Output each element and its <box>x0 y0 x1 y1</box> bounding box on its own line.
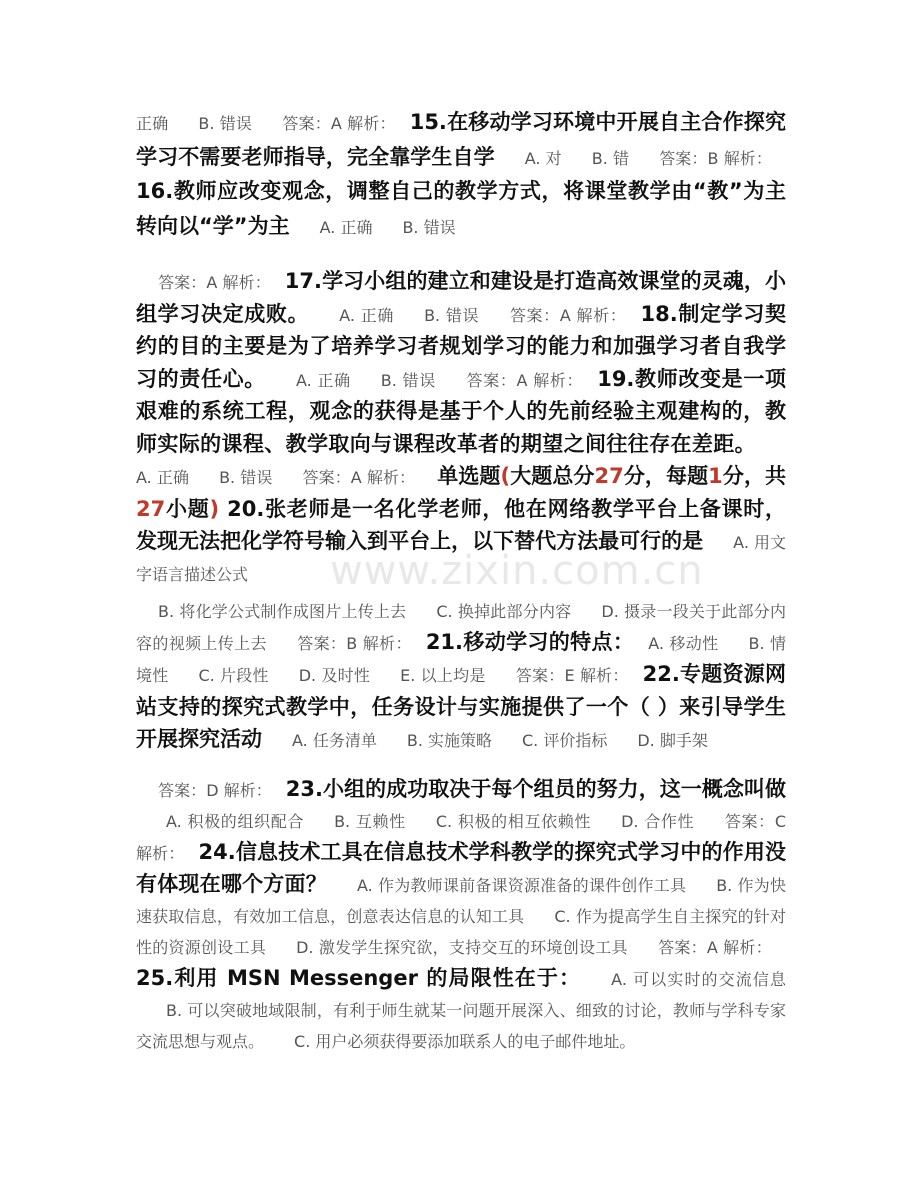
option-text: A. 对 <box>524 148 562 168</box>
option-text: A. 可以实时的交流信息 <box>611 970 786 990</box>
option-text: A. 正确 <box>339 305 395 325</box>
answer-label: 答案： <box>509 305 560 325</box>
option-text: B. 错 <box>591 148 630 168</box>
answer-value: A <box>350 468 362 487</box>
answer-label: 答案： <box>659 148 708 168</box>
section-question-count: 27 <box>136 496 166 521</box>
question-25: 25.利用 MSN Messenger 的局限性在于： <box>136 966 582 991</box>
option-text: D. 摄录一段关于此部分内容的视频上传上去 <box>136 602 786 654</box>
option-text: D. 脚手架 <box>637 730 708 750</box>
analysis-label: 解析： <box>222 273 271 292</box>
option-text: D. 及时性 <box>298 666 371 686</box>
option-text: C. 作为提高学生自主探究的针对性的资源创设工具 <box>136 907 786 958</box>
section-paren-close: ) <box>209 496 220 521</box>
option-text: B. 将化学公式制作成图片上传上去 <box>158 602 407 621</box>
option-text: B. 错误 <box>424 305 480 325</box>
answer-label: 答案： <box>296 634 347 654</box>
section-title: 单选题 <box>437 464 501 488</box>
answer-label: 答案： <box>282 114 331 133</box>
answer-label: 答案： <box>465 370 517 390</box>
watermark: www.zixin.com.cn <box>330 548 704 594</box>
section-text: 分，共 <box>722 464 787 488</box>
analysis-label: 解析： <box>533 370 584 390</box>
option-text: 正确 <box>136 114 169 133</box>
option-text: B. 错误 <box>219 468 273 487</box>
option-text: A. 移动性 <box>648 634 719 654</box>
analysis-label: 解析： <box>576 305 627 325</box>
option-text: B. 错误 <box>198 114 253 133</box>
question-18: 18.制定学习契约的目的主要是为了培养学习者规划学习的能力和加强学习者自我学习的责任心。 <box>136 301 786 391</box>
answer-label: 答案： <box>515 666 565 686</box>
question-22: 22.专题资源网站支持的探究式教学中，任务设计与实施提供了一个（ ）来引导学生开展探究活动 <box>136 662 786 751</box>
answer-value: A <box>516 370 528 390</box>
option-text: B. 错误 <box>380 370 436 390</box>
analysis-label: 解析： <box>723 148 772 168</box>
question-20: 20.张老师是一名化学老师，他在网络教学平台上备课时，发现无法把化学符号输入到平台上，以下替代方法最可行的是 <box>136 496 787 553</box>
analysis-label: 解析： <box>362 634 412 654</box>
answer-label: 答案： <box>302 468 351 487</box>
section-paren-open: ( <box>500 464 511 488</box>
answer-value: A <box>206 273 218 292</box>
option-text: A. 正确 <box>136 468 190 487</box>
option-text: B. 互赖性 <box>334 812 406 832</box>
option-text: A. 正确 <box>319 217 373 237</box>
analysis-label: 解析： <box>136 844 185 864</box>
question-15: 15.在移动学习环境中开展自主合作探究学习不需要老师指导，完全靠学生自学 <box>136 110 786 169</box>
section-text: 分，每题 <box>623 464 709 488</box>
document-body <box>136 106 786 1057</box>
option-text: B. 实施策略 <box>406 730 492 750</box>
paragraph-q17-q20 <box>136 266 786 590</box>
option-text: D. 激发学生探究欲，支持交互的环境创设工具 <box>296 938 628 958</box>
answer-label: 答案： <box>158 781 207 801</box>
question-16: 16.教师应改变观念，调整自己的教学方式，将课堂教学由“教”为主转向以“学”为主 <box>136 179 786 238</box>
option-text: B. 情境性 <box>136 634 786 686</box>
answer-label: 答案： <box>657 938 707 958</box>
section-each-score: 1 <box>708 464 723 488</box>
section-total-score: 27 <box>594 464 624 488</box>
section-text: 小题 <box>165 496 210 521</box>
option-text: C. 片段性 <box>198 666 269 686</box>
question-24: 24.信息技术工具在信息技术学科教学的探究式学习中的作用没有体现在哪个方面？ <box>136 840 786 897</box>
analysis-label: 解析： <box>723 938 772 958</box>
section-text: 大题总分 <box>510 464 595 488</box>
question-17: 17.学习小组的建立和建设是打造高效课堂的灵魂，小组学习决定成败。 <box>136 269 786 326</box>
analysis-label: 解析： <box>366 468 416 487</box>
answer-value: C <box>774 812 786 832</box>
question-19: 19.教师改变是一项艰难的系统工程，观念的获得是基于个人的先前经验主观建构的，教师实际的课程、教学取向与课程改革者的期望之间往往存在差距。 <box>136 366 786 456</box>
analysis-label: 解析： <box>579 666 629 686</box>
paragraph-q23-q25 <box>136 774 786 1057</box>
answer-value: B <box>346 634 358 654</box>
paragraph-q15-q16 <box>136 106 786 244</box>
paragraph-q20-q22 <box>136 597 786 756</box>
answer-label: 答案： <box>724 812 775 832</box>
option-text: B. 作为快速获取信息，有效加工信息，创意表达信息的认知工具 <box>136 876 786 927</box>
answer-value: A <box>706 938 718 958</box>
option-text: D. 合作性 <box>621 812 695 832</box>
option-text: A. 积极的组织配合 <box>166 812 305 832</box>
answer-value: A <box>330 114 342 133</box>
answer-label: 答案： <box>158 273 207 292</box>
option-text: C. 换掉此部分内容 <box>436 602 572 621</box>
option-text: C. 用户必须获得要添加联系人的电子邮件地址。 <box>294 1032 636 1052</box>
option-text: B. 错误 <box>402 217 456 237</box>
analysis-label: 解析： <box>223 781 272 801</box>
option-text: A. 用文字语言描述公式 <box>136 533 787 584</box>
option-text: A. 作为教师课前备课资源准备的课件创作工具 <box>356 876 687 896</box>
option-text: A. 正确 <box>295 370 351 390</box>
question-21: 21.移动学习的特点： <box>425 630 635 655</box>
option-text: C. 积极的相互依赖性 <box>435 812 592 832</box>
answer-value: B <box>707 148 719 168</box>
option-text: C. 评价指标 <box>522 730 608 750</box>
question-23: 23.小组的成功取决于每个组员的努力，这一概念叫做 <box>285 777 786 802</box>
analysis-label: 解析： <box>347 114 396 133</box>
answer-value: A <box>559 305 571 325</box>
answer-value: E <box>564 666 575 686</box>
option-text: A. 任务清单 <box>292 730 377 750</box>
option-text: B. 可以突破地域限制，有利于师生就某一问题开展深入、细致的讨论，教师与学科专家交流思想与观点。 <box>136 1001 786 1052</box>
answer-value: D <box>206 781 219 801</box>
option-text: E. 以上均是 <box>400 666 486 686</box>
